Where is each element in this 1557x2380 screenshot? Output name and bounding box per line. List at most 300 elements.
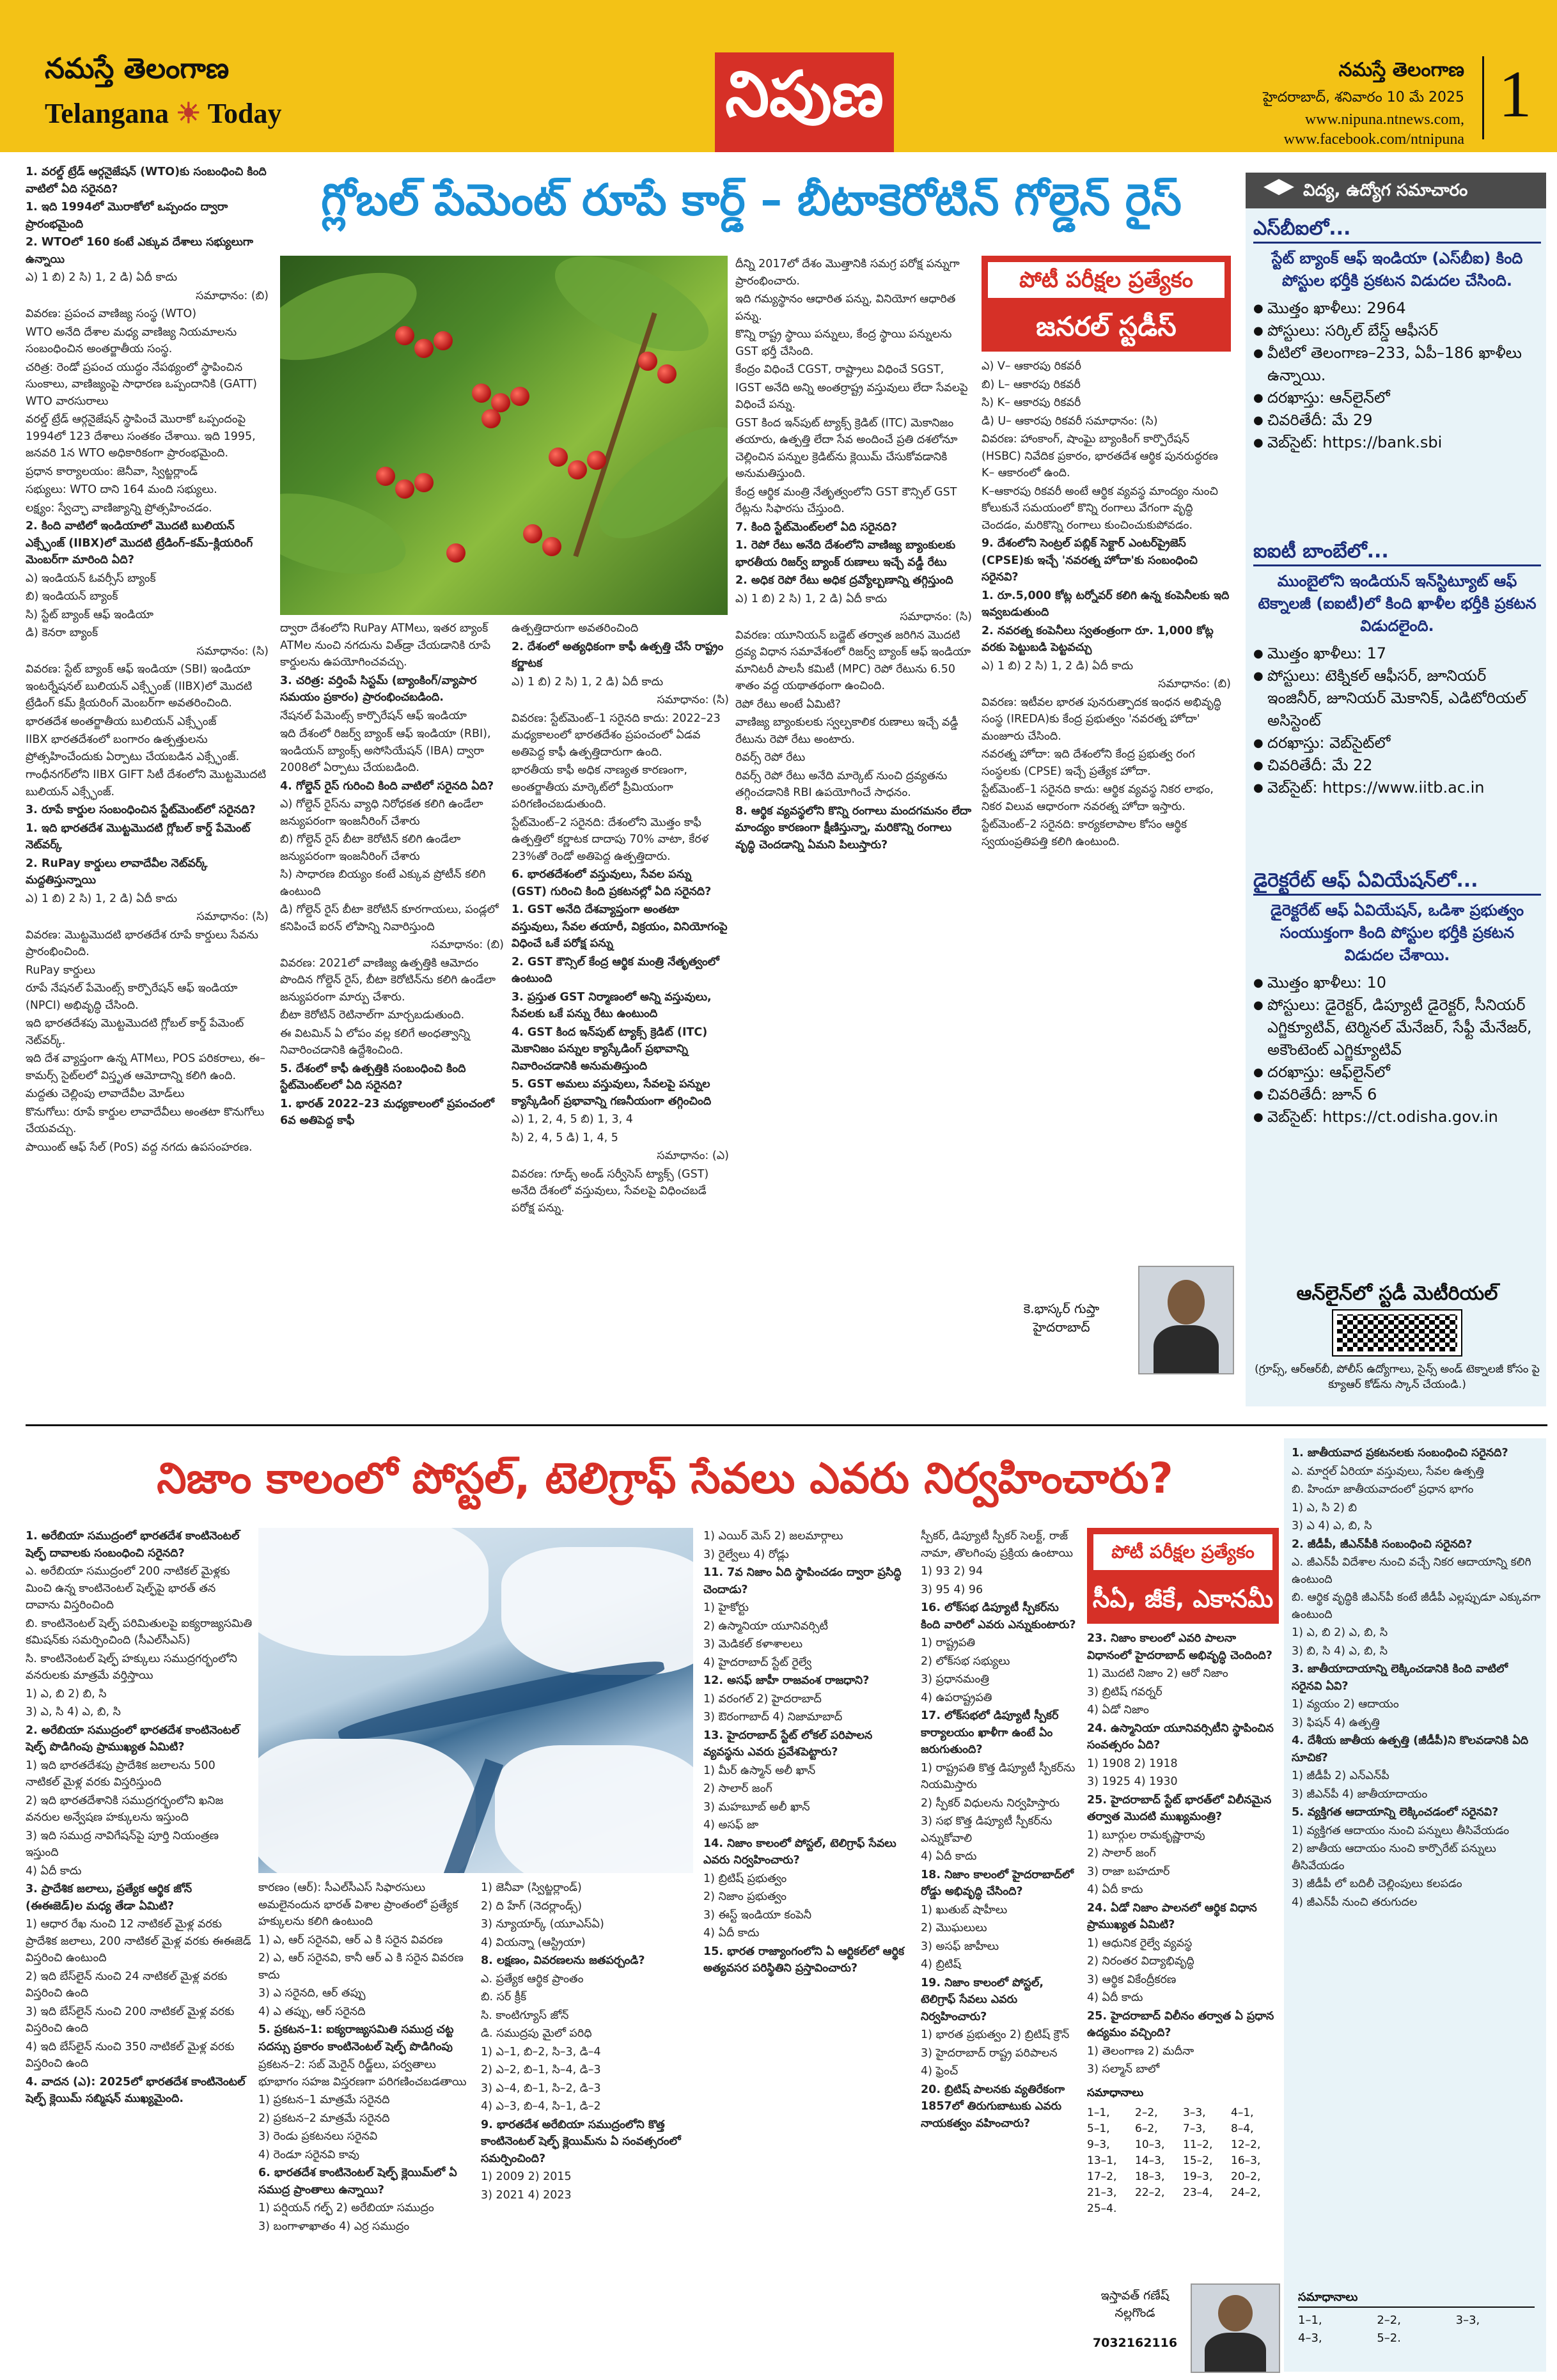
section2-column-1	[26, 1528, 253, 2372]
job-website-link[interactable]: ● వెబ్‌సైట్: https://www.iitb.ac.in	[1253, 777, 1541, 799]
answer-cell: 21–3,	[1087, 2186, 1117, 2199]
answer-cell: 10–3,	[1135, 2138, 1165, 2151]
website-link[interactable]: www.nipuna.ntnews.com,	[1304, 111, 1464, 128]
answer-cell: 1–1,	[1087, 2106, 1110, 2119]
text-line: 2) ఎ–2, బి–1, సి–4, డి–3	[481, 2064, 601, 2076]
text-line: 3) ఎ–4, బి–1, సి–2, డి–3	[481, 2081, 601, 2095]
answer-cell: 25–4.	[1087, 2202, 1117, 2215]
answer-cell: 12–2,	[1231, 2138, 1261, 2151]
graduation-cap-icon	[1264, 179, 1294, 202]
text-line: 4) ఏడో నిజాం	[1087, 1704, 1149, 1716]
text-line: 3) 95 4) 96	[921, 1583, 983, 1596]
text-line: వివరణ: స్టేట్‌మెంట్–1 సరైనది కాదు: 2022–23 మధ్యకాలంలో భారతదేశం ప్రపంచంలో ఏడవ అతిపెద్ద కాఫీ ఉత్పత్తిదారుగా ఉంది.	[512, 712, 721, 759]
brand-telugu: నమస్తే తెలంగాణ	[45, 52, 230, 85]
text-line: 19. నిజాం కాలంలో పోస్టల్, టెలిగ్రాఫ్ సేవలు ఎవరు నిర్వహించారు?	[921, 1976, 1044, 2023]
job-detail: ● చివరితేదీ: మే 29	[1253, 409, 1541, 432]
text-line: 1) ఎ–1, బి–2, సి–3, డి–4	[481, 2045, 601, 2058]
text-line: 1. భారత్ 2022–23 మధ్యకాలంలో ప్రపంచంలో 6వ అతిపెద్ద కాఫీ	[280, 1097, 494, 1127]
job-heading: ఎస్‌బీఐలో...	[1253, 217, 1541, 244]
text-line: 5. వ్యక్తిగత ఆదాయాన్ని లెక్కించడంలో సరైనవి?	[1292, 1806, 1499, 1819]
text-line: కొనుగోలు: రూపే కార్డుల లావాదేవీలు అంతటా కొనుగోలు చేయవచ్చు.	[26, 1105, 265, 1135]
text-line: 2) ఎ, ఆర్ సరైనవి, కానీ ఆర్ ఎ కి సరైన వివరణ కాదు	[258, 1952, 464, 1982]
sidebar-answers-heading: సమాధానాలు	[1298, 2289, 1535, 2308]
text-line: 3) జీడీపీ లో బదిలీ చెల్లింపులు కలపడం	[1292, 1878, 1462, 1890]
text-line: 3) 1925 4) 1930	[1087, 1775, 1178, 1788]
text-line: 5. ప్రకటన–1: ఐక్యరాజ్యసమితి సముద్ర చట్ట సదస్సు ప్రకారం కాంటినెంటల్ షెల్ఫ్ పొడిగింపు	[258, 2023, 454, 2053]
text-line: 1) 1908 2) 1918	[1087, 1757, 1178, 1770]
text-line: 1) జెనీవా (స్విట్జర్లాండ్)	[481, 1881, 582, 1894]
author-name: ఇస్తావత్ గణేష్	[1100, 2289, 1170, 2303]
text-line: 16. లోక్‌సభ డిప్యూటీ స్పీకర్‌ను కింది వారిలో ఎవరు ఎన్నుకుంటారు?	[921, 1601, 1076, 1631]
text-line: 4) ఏదీ కాదు	[26, 1864, 82, 1878]
text-line: 4) హైదరాబాద్ స్టేట్ రైల్వే	[703, 1656, 812, 1669]
text-line: 3. ప్రస్తుత GST నిర్మాణంలో అన్ని వస్తువులు, సేవలకు ఒకే పన్ను రేటు ఉంటుంది	[512, 990, 712, 1020]
text-line: బి) L– ఆకారపు రికవరీ	[982, 378, 1081, 391]
text-line: సి) సాధారణ బియ్యం కంటే ఎక్కువ ప్రోటీన్ కలిగి ఉంటుంది	[280, 868, 486, 898]
job-intro: డైరెక్టరేట్ ఆఫ్ ఏవియేషన్, ఒడిశా ప్రభుత్వం సంయుక్తంగా కింది పోస్టుల భర్తీకి ప్రకటన విడుదల చేశాయి.	[1270, 901, 1524, 964]
job-detail: ● దరఖాస్తు: వెబ్‌సైట్‌లో	[1253, 732, 1541, 754]
answer-cell: 20–2,	[1231, 2170, 1261, 2183]
text-line: 3. జాతీయాదాయాన్ని లెక్కించడానికి కింది వాటిలో సరైనవి ఏవి?	[1292, 1663, 1508, 1693]
text-line: 1. ఇది భారతదేశ మొట్టమొదటి గ్లోబల్ కార్డ్ పేమెంట్ నెట్‌వర్క్	[26, 821, 251, 852]
section2-headline: నిజాం కాలంలో పోస్టల్, టెలిగ్రాఫ్ సేవలు ఎవరు నిర్వహించారు?	[157, 1454, 1173, 1503]
author-place: నల్లగొండ	[1115, 2306, 1155, 2320]
text-line: సి. కాంటినెంటల్ షెల్ఫ్ హక్కులు సముద్రగర్భంలోని వనరులకు మాత్రమే వర్తిస్తాయి	[26, 1652, 237, 1682]
text-line: 4) ఏదీ కాదు	[703, 1927, 760, 1940]
text-line: 4) ఏదీ కాదు	[1087, 1883, 1143, 1896]
job-website-link[interactable]: ● వెబ్‌సైట్: https://ct.odisha.gov.in	[1253, 1106, 1541, 1128]
text-line: 3) రాజా బహదూర్	[1087, 1865, 1170, 1878]
text-line: 4) అసఫ్ జా	[703, 1819, 759, 1832]
text-line: IIBX భారతదేశంలో బంగారం ఉత్పత్తులను ప్రోత్సహించేందుకు ఏర్పాటు చేయబడిన ఎక్స్ఛేంజ్.	[26, 733, 240, 763]
answers-grid	[1087, 2105, 1279, 2217]
answer-cell: 2–2,	[1135, 2106, 1158, 2119]
text-line: భారతదేశ అంతర్జాతీయ బులియన్ ఎక్స్ఛేంజ్	[26, 715, 217, 728]
masthead	[0, 0, 1557, 152]
text-line: 1) బూర్గుల రామకృష్ణారావు	[1087, 1828, 1205, 1842]
job-detail: ● చివరితేదీ: మే 22	[1253, 754, 1541, 777]
text-line: 2. దేశంలో అత్యధికంగా కాఫీ ఉత్పత్తి చేసే రాష్ట్రం కర్ణాటక	[512, 640, 724, 670]
job-heading: ఐఐటీ బాంబేలో...	[1253, 540, 1541, 566]
section1-author	[998, 1301, 1125, 1338]
text-line: 1) ఇది భారతదేశపు ప్రాదేశిక జలాలను 500 నాటికల్ మైళ్ల వరకు విస్తరిస్తుంది	[26, 1759, 215, 1789]
text-line: 2) ఇది భారతదేశానికి సముద్రగర్భంలోని ఖనిజ వనరుల అన్వేషణ హక్కులను ఇస్తుంది	[26, 1794, 224, 1824]
text-line: కేంద్రం విధించే CGST, రాష్ట్రాలు విధించే SGST,	[735, 363, 944, 376]
text-line: 3) మెడికల్ కళాశాలలు	[703, 1638, 802, 1651]
text-line: ఎ) ఇండియన్ ఓవర్సీస్ బ్యాంక్	[26, 572, 156, 585]
text-line: డి) గోల్డెన్ రైస్ బీటా కెరోటిన్ కూరగాయలు, పండ్లలో కనిపించే ఐరన్ లోపాన్ని నివారిస్తుంది	[280, 903, 499, 933]
answer-cell: 5–1,	[1087, 2122, 1110, 2135]
text-line: సమాధానం: (సి)	[196, 910, 269, 923]
text-line: బి. ఆర్థిక వృద్ధికి జీఎన్‌పీ కంటే జీడీపీ ఎల్లప్పుడూ ఎక్కువగా ఉంటుంది	[1292, 1591, 1541, 1621]
text-line: 1) మీర్ ఉస్మాన్ అలీ ఖాన్	[703, 1764, 816, 1777]
job-intro: స్టేట్ బ్యాంక్ ఆఫ్ ఇండియా (ఎస్‌బీఐ) కింది పోస్టుల భర్తీకి ప్రకటన విడుదల చేసింది.	[1271, 249, 1523, 290]
job-detail: ● పోస్టులు: డైరెక్టర్, డిప్యూటీ డైరెక్టర్, సీనియర్ ఎగ్జిక్యూటివ్, టెర్మినల్ మేనేజర్, సేఫ్టీ మేనేజర్, అకౌంటెంట్ ఎగ్జిక్యూటివ్	[1253, 994, 1541, 1061]
answer-cell: 6–2,	[1135, 2122, 1158, 2135]
issue-date: హైదరాబాద్, శనివారం 10 మే 2025	[1262, 89, 1464, 105]
answer-cell: 24–2,	[1231, 2186, 1261, 2199]
answer-cell: 23–4,	[1183, 2186, 1213, 2199]
study-material-heading: ఆన్‌లైన్‌లో స్టడీ మెటీరియల్	[1296, 1282, 1498, 1305]
text-line: 3) ఫిషన్ 4) ఉత్పత్తి	[1292, 1716, 1380, 1729]
text-line: బి. హిందూ జాతీయవాదంలో ప్రధాన భాగం	[1292, 1483, 1474, 1496]
text-line: 4) ఏదీ కాదు	[921, 1850, 977, 1863]
job-detail: ● మొత్తం ఖాళీలు: 10	[1253, 972, 1541, 994]
text-line: సమాధానం: (సి)	[196, 644, 269, 658]
text-line: IGST అనేది అన్ని అంతర్రాష్ట్ర వస్తువులు లేదా సేవలపై విధించే పన్ను.	[735, 381, 968, 411]
section1-category-box	[982, 256, 1231, 352]
job-detail: ● మొత్తం ఖాళీలు: 17	[1253, 642, 1541, 665]
text-line: 2) నిజాం ప్రభుత్వం	[703, 1890, 787, 1903]
text-line: బి. సర్ క్రీక్	[481, 1991, 527, 2003]
text-line: 2. GST కౌన్సిల్ కేంద్ర ఆర్థిక మంత్రి నేతృత్వంలో ఉంటుంది	[512, 955, 719, 985]
job-detail: ● దరఖాస్తు: ఆఫ్‌లైన్‌లో	[1253, 1061, 1541, 1084]
text-line: 1) 93 2) 94	[921, 1565, 983, 1578]
section1-category-bottom: జనరల్ స్టడీస్	[1036, 311, 1177, 342]
answer-cell: 5–2.	[1377, 2331, 1401, 2345]
job-block-iit	[1253, 540, 1541, 799]
text-line: డి) U– ఆకారపు రికవరీ సమాధానం: (సి)	[982, 414, 1158, 428]
text-line: 1) హైకోర్టు	[703, 1601, 749, 1614]
section1-column-3	[512, 620, 729, 1413]
section2-column-6	[1087, 1630, 1279, 2078]
text-line: 2) స్పీకర్ విధులను నిర్వహిస్తారు	[921, 1796, 1060, 1810]
text-line: 3) ఔరంగాబాద్ 4) నిజామాబాద్	[703, 1711, 843, 1723]
text-line: 4) బ్రిటిష్	[921, 1958, 962, 1971]
text-line: 3) అసఫ్ జాహీలు	[921, 1940, 999, 1953]
text-line: 4. GST కింద ఇన్‌పుట్ ట్యాక్స్ క్రెడిట్ (ITC) మెకానిజం పన్నుల క్యాస్కేడింగ్ ప్రభావాన్ని నివారించడానికి అనుమతిస్తుంది	[512, 1025, 708, 1073]
economy-sidebar-questions	[1292, 1445, 1541, 2276]
brand-english-1: Telangana	[45, 98, 169, 129]
job-detail: ● పోస్టులు: టెక్నికల్ ఆఫీసర్, జూనియర్ ఇంజినీర్, జూనియర్ మెకానిక్, ఎడిటోరియల్ అసిస్టెంట్	[1253, 665, 1541, 732]
text-line: బి. కాంటినెంటల్ షెల్ఫ్ పరిమితులపై ఐక్యరాజ్యసమితి కమిషన్‌కు సమర్పించింది (సీఎల్‌సీఎస్)	[26, 1617, 253, 1647]
text-line: సి. కాంటిగ్యూస్ జోన్	[481, 2009, 569, 2022]
text-line: 1. వరల్డ్ ట్రేడ్ ఆర్గనైజేషన్ (WTO)కు సంబంధించి కింది వాటిలో ఏది సరైనది?	[26, 166, 267, 196]
text-line: 2. WTOలో 160 కంటే ఎక్కువ దేశాలు సభ్యులుగా ఉన్నాయి	[26, 236, 253, 266]
text-line: 1) ఆధునిక రైల్వే వ్యవస్థ	[1087, 1936, 1193, 1950]
section2-category-top: పోటీ పరీక్షల ప్రత్యేకం	[1093, 1534, 1272, 1570]
text-line: 1) ఎ, ఆర్ సరైనవి, ఆర్ ఎ కి సరైన వివరణ	[258, 1933, 443, 1947]
answers-table	[1087, 2085, 1279, 2217]
answer-cell: 13–1,	[1087, 2154, 1117, 2167]
text-line: 4) ఎ–3, బి–4, సి–1, డి–2	[481, 2100, 601, 2113]
job-block-sbi	[1253, 217, 1541, 454]
text-line: 2) మొఘలులు	[921, 1922, 987, 1934]
text-line: 20. బ్రిటిష్ పాలనకు వ్యతిరేకంగా 1857లో తిరుగుబాటుకు ఎవరు నాయకత్వం వహించారు?	[921, 2083, 1065, 2130]
text-line: 1) 2009 2) 2015	[481, 2170, 572, 2183]
text-line: 12. అసఫ్ జాహీ రాజవంశ రాజధాని?	[703, 1674, 870, 1687]
text-line: 1) ఎయిర్ మెస్ 2) జలమార్గాలు	[703, 1530, 843, 1543]
text-line: 1) ఆధార రేఖ నుంచి 12 నాటికల్ మైళ్ల వరకు ప్రాదేశిక జలాలు, 200 నాటికల్ మైళ్ల వరకు ఈఈజెడ్ విస్తరించి ఉంటుంది	[26, 1918, 251, 1964]
answer-cell: 7–3,	[1183, 2122, 1206, 2135]
text-line: 23. నిజాం కాలంలో ఎవరి పాలనా విధానంలో హైదరాబాద్ అభివృద్ధి చెందింది?	[1087, 1632, 1272, 1662]
text-line: 3) ప్రధానమంత్రి	[921, 1673, 989, 1686]
text-line: రివర్స్ రెపో రేటు	[735, 751, 806, 764]
text-line: సమాధానం: (సి)	[657, 694, 729, 706]
section1-column-4	[735, 256, 972, 1413]
text-line: 4) ఫ్రెంచ్	[921, 2065, 958, 2078]
text-line: ప్రకటన–2: సబ్ మెరైన్ రిడ్జ్‌లు, పర్వతాలు భూభాగం సహజ విస్తరణగా పరిగణించబడతాయి	[258, 2058, 467, 2088]
text-line: వివరణ: హాంకాంగ్, షాంఘై బ్యాంకింగ్ కార్పొరేషన్ (HSBC) నివేదిక ప్రకారం, భారతదేశ ఆర్థిక పునరుద్ధరణ K– ఆకారంలో ఉంది.	[982, 433, 1218, 479]
text-line: 1) ఎ, బి 2) ఎ, బి, సి	[1292, 1626, 1388, 1639]
text-line: 1) ప్రకటన–1 మాత్రమే సరైనది	[258, 2094, 390, 2106]
text-line: ఎ) 1 బి) 2 సి) 1, 2 డి) ఏదీ కాదు	[26, 271, 178, 284]
text-line: 24. ఉస్మానియా యూనివర్సిటీని స్థాపించిన సంవత్సరం ఏది?	[1087, 1722, 1274, 1752]
section2-column-2	[258, 1879, 476, 2372]
masthead-right	[1234, 59, 1464, 148]
section2-column-5	[921, 1528, 1081, 2372]
text-line: వివరణ: ప్రపంచ వాణిజ్య సంస్థ (WTO)	[26, 307, 197, 320]
section2-author	[1087, 2289, 1183, 2350]
text-line: 3. రూపే కార్డుల సంబంధించిన స్టేట్‌మెంట్‌లో సరైనది?	[26, 804, 256, 816]
text-line: 1) బ్రిటిష్ ప్రభుత్వం	[703, 1872, 787, 1885]
text-line: 4) జీఎన్‌పీ నుంచి తరుగుదల	[1292, 1895, 1418, 1909]
job-detail: ● పోస్టులు: సర్కిల్ బేస్డ్ ఆఫీసర్	[1253, 320, 1541, 342]
text-line: బీటా కెరోటిన్ రెటినాల్‌గా మార్చబడుతుంది.	[280, 1009, 465, 1022]
job-detail: ● వీటిలో తెలంగాణ–233, ఏపీ–186 ఖాళీలు ఉన్నాయి.	[1253, 342, 1541, 387]
text-line: రూపే నేషనల్ పేమెంట్స్ కార్పొరేషన్ ఆఫ్ ఇండియా (NPCI) అభివృద్ధి చేసింది.	[26, 982, 238, 1012]
text-line: 1) మొదటి నిజాం 2) ఆరో నిజాం	[1087, 1667, 1228, 1680]
text-line: ఎ) గోల్డెన్ రైస్‌ను వ్యాధి నిరోధకత కలిగి ఉండేలా జన్యుపరంగా ఇంజనీరింగ్ చేశారు	[280, 798, 483, 828]
text-line: ఎ. మార్షల్ ఏరియా వస్తువులు, సేవల ఉత్పత్తి	[1292, 1465, 1485, 1478]
text-line: 4) రెండూ సరైనవి కావు	[258, 2148, 360, 2161]
text-line: ఇది దేశ వ్యాప్తంగా ఉన్న ATMలు, POS పరికరాలు, ఈ–కామర్స్ సైట్‌లలో విస్తృత ఆమోదాన్ని కలిగి ఉంది.	[26, 1052, 265, 1082]
text-line: పాయింట్ ఆఫ్ సేల్ (PoS) వద్ద నగదు ఉపసంహరణ.	[26, 1140, 253, 1154]
text-line: 1) వ్యయం 2) ఆదాయం	[1292, 1698, 1399, 1711]
text-line: 24. ఏడో నిజాం పాలనలో ఆర్థిక విధాన ప్రాముఖ్యత ఏమిటి?	[1087, 1901, 1257, 1931]
text-line: 17. లోక్‌సభలో డిప్యూటీ స్పీకర్ కార్యాలయం ఖాళీగా ఉంటే ఏం జరుగుతుంది?	[921, 1709, 1059, 1756]
text-line: 1) ఎ, సి 2) బి	[1292, 1501, 1357, 1514]
text-line: 3) సభ కొత్త డిప్యూటీ స్పీకర్‌ను ఎన్నుకోవాలి	[921, 1815, 1052, 1845]
text-line: 3) న్యూయార్క్ (యూఎస్ఏ)	[481, 1918, 604, 1931]
text-line: నవరత్న హోదా: ఇది దేశంలోని కేంద్ర ప్రభుత్వ రంగ సంస్థలకు (CPSE) ఇచ్చే ప్రత్యేక హోదా.	[982, 748, 1195, 778]
text-line: 4) ఉపరాష్ట్రపతి	[921, 1691, 992, 1704]
section1-column-5	[982, 358, 1231, 1253]
text-line: 2) సాలార్ జంగ్	[703, 1782, 772, 1795]
text-line: 25. హైదరాబాద్ విలీనం తర్వాత ఏ ప్రధాన ఉద్యమం వచ్చింది?	[1087, 2009, 1274, 2039]
text-line: 3) మహబూబ్ అలీ ఖాన్	[703, 1800, 810, 1814]
text-line: దీన్ని 2017లో దేశం మొత్తానికి సమగ్ర పరోక్ష పన్నుగా ప్రారంభించారు.	[735, 258, 960, 288]
text-line: వివరణ: 2021లో వాణిజ్య ఉత్పత్తికి ఆమోదం పొందిన గోల్డెన్ రైస్, బీటా కెరోటిన్‌ను కలిగి ఉండేలా జన్యుపరంగా మార్పు చేశారు.	[280, 956, 496, 1004]
text-line: 3) ఇది బేస్‌లైన్ నుంచి 200 నాటికల్ మైళ్ల వరకు విస్తరించి ఉంది	[26, 2005, 235, 2035]
author-place: హైదరాబాద్	[1033, 1319, 1090, 1335]
text-line: 2) నిరంతర విద్యాభివృద్ధి	[1087, 1955, 1194, 1968]
text-line: 2. కింది వాటిలో ఇండియాలో మొదటి బులియన్ ఎక్స్ఛేంజ్ (IIBX)లో మొదటి ట్రేడింగ్–కమ్–క్లియరింగ్ మెంబర్‌గా మారింది ఏది?	[26, 520, 253, 566]
text-line: ఎ) 1, 2, 4, 5 బి) 1, 3, 4	[512, 1113, 633, 1126]
text-line: 3) బంగాళాఖాతం 4) ఎర్ర సముద్రం	[258, 2220, 410, 2233]
section1-headline: గ్లోబల్ పేమెంట్ రూపే కార్డ్ – బీటాకెరోటిన్ గోల్డెన్ రైస్	[321, 175, 1182, 226]
text-line: 3) 2021 4) 2023	[481, 2188, 572, 2202]
nipuna-logo-text: నిపుణ	[725, 58, 884, 131]
sun-logo-icon: ☀	[176, 98, 201, 129]
nipuna-logo	[715, 52, 894, 152]
text-line: సమాధానం: (బి)	[1158, 678, 1231, 690]
answer-cell: 3–3,	[1183, 2106, 1206, 2119]
text-line: 4) ఎ తప్పు, ఆర్ సరైనది	[258, 2005, 366, 2018]
text-line: డి) కెనరా బ్యాంక్	[26, 626, 98, 639]
text-line: సి) స్టేట్ బ్యాంక్ ఆఫ్ ఇండియా	[26, 608, 153, 621]
text-line: 11. 7వ నిజాం ఏది స్థాపించడం ద్వారా ప్రసిద్ధి చెందాడు?	[703, 1566, 902, 1596]
text-line: ఎ) V– ఆకారపు రికవరీ	[982, 360, 1081, 373]
text-line: 14. నిజాం కాలంలో పోస్టల్, టెలిగ్రాఫ్ సేవలు ఎవరు నిర్వహించారు?	[703, 1837, 896, 1867]
text-line: 2) ప్రకటన–2 మాత్రమే సరైనది	[258, 2112, 390, 2125]
text-line: 1. GST అనేది దేశవ్యాప్తంగా అంతటా వస్తువులు, సేవల తయారీ, విక్రయం, వినియోగంపై విధించే ఒకే పరోక్ష పన్ను	[512, 903, 728, 950]
answer-cell: 9–3,	[1087, 2138, 1110, 2151]
text-line: 1. జాతీయవాద ప్రకటనలకు సంబంధించి సరైనది?	[1292, 1447, 1508, 1459]
sidebar-header	[1246, 173, 1546, 208]
text-line: 5. దేశంలో కాఫీ ఉత్పత్తికి సంబంధించి కింది స్టేట్‌మెంట్‌లలో ఏది సరైనది?	[280, 1062, 466, 1092]
text-line: ఇది భారతదేశపు మొట్టమొదటి గ్లోబల్ కార్డ్ పేమెంట్ నెట్‌వర్క్.	[26, 1017, 244, 1047]
facebook-link[interactable]: www.facebook.com/ntnipuna	[1283, 131, 1464, 148]
text-line: లక్ష్యం: స్వేచ్ఛా వాణిజ్యాన్ని ప్రోత్సహించడం.	[26, 501, 212, 515]
text-line: ఎ) 1 బి) 2 సి) 1, 2 డి) ఏదీ కాదు	[512, 675, 664, 688]
text-line: 15. భారత రాజ్యాంగంలోని ఏ ఆర్టికల్‌లో ఆర్థిక అత్యవసర పరిస్థితిని ప్రస్తావించారు?	[703, 1945, 905, 1975]
brand-english	[45, 97, 313, 130]
text-line: 2) ది హేగ్ (నెదర్లాండ్స్)	[481, 1899, 583, 1913]
sidebar-header-text: విద్య, ఉద్యోగ సమాచారం	[1303, 181, 1468, 200]
text-line: 1) పర్షియన్ గల్ఫ్ 2) అరేబియా సముద్రం	[258, 2202, 434, 2214]
job-heading: డైరెక్టరేట్ ఆఫ్ ఏవియేషన్‌లో...	[1253, 869, 1541, 896]
text-line: బి) ఇండియన్ బ్యాంక్	[26, 590, 118, 603]
text-line: గాంధీనగర్‌లోని IIBX GIFT సిటీ దేశంలోని మొట్టమొదటి బులియన్ ఎక్స్ఛేంజ్.	[26, 768, 267, 798]
text-line: 3) ఈస్ట్ ఇండియా కంపెనీ	[703, 1908, 812, 1922]
text-line: 9. భారతదేశ అరేబియా సముద్రంలోని కొత్త కాంటినెంటల్ షెల్ఫ్ క్లెయిమ్‌ను ఏ సంవత్సరంలో సమర్పించింది?	[481, 2118, 681, 2165]
text-line: భారతీయ కాఫీ అధిక నాణ్యత కారణంగా, అంతర్జాతీయ మార్కెట్‌లో ప్రీమియంగా పరిగణించబడుతుంది.	[512, 764, 687, 811]
text-line: 2. జీడీపీ, జీఎన్‌పీకి సంబంధించి సరైనది?	[1292, 1537, 1473, 1551]
text-line: సమాధానం: (బి)	[196, 289, 269, 302]
text-line: ఎ. జీఎన్‌పీ విదేశాల నుంచి వచ్చే నికర ఆదాయాన్ని కలిగి ఉంటుంది	[1292, 1556, 1531, 1586]
text-line: బి) గోల్డెన్ రైస్ బీటా కెరోటిన్ కలిగి ఉండేలా జన్యుపరంగా ఇంజనీరింగ్ చేశారు	[280, 833, 461, 863]
text-line: GST కింద ఇన్‌పుట్ ట్యాక్స్ క్రెడిట్ (ITC) మెకానిజం తయారు, ఉత్పత్తి లేదా సేవ అందించే ప్రతి దశలోనూ చెల్లించిన పన్నుల క్రెడిట్‌ను క్లెయిమ్ చేసుకోవడానికి అనుమతిస్తుంది.	[735, 416, 958, 480]
paper-name: నమస్తే తెలంగాణ	[1338, 59, 1464, 81]
text-line: వివరణ: గూడ్స్ అండ్ సర్వీసెస్ ట్యాక్స్ (GST) అనేది దేశంలో వస్తువులు, సేవలపై విధించబడే పరోక్ష పన్ను.	[512, 1167, 709, 1215]
text-line: సభ్యులు: WTO దాని 164 మంది సభ్యులు.	[26, 483, 217, 496]
text-line: 2. అధిక రెపో రేటు అధిక ద్రవ్యోల్బణాన్ని తగ్గిస్తుంది	[735, 574, 953, 587]
text-line: డి. సముద్రపు మైలో పరిధి	[481, 2027, 592, 2040]
brand-english-2: Today	[207, 98, 282, 129]
text-line: 3) ఎ, సి 4) ఎ, బి, సి	[26, 1706, 121, 1718]
text-line: 4) ఏదీ కాదు	[1087, 1991, 1143, 2004]
text-line: WTO అనేది దేశాల మధ్య వాణిజ్య నియమాలను సంబంధించిన అంతర్జాతీయ సంస్థ.	[26, 325, 237, 355]
text-line: కొన్ని రాష్ట్ర స్థాయి పన్నులు, కేంద్ర స్థాయి పన్నులను GST భర్తీ చేసింది.	[735, 328, 952, 358]
text-line: ఉత్పత్తిదారుగా అవతరించింది	[512, 622, 639, 635]
section2-category-box	[1087, 1528, 1279, 1624]
text-line: 2) ఇది బేస్‌లైన్ నుంచి 24 నాటికల్ మైళ్ల వరకు విస్తరించి ఉంది	[26, 1970, 228, 2000]
text-line: రివర్స్ రెపో రేటు అనేది మార్కెట్ నుంచి ద్రవ్యతను తగ్గించడానికి RBI ఉపయోగించే సాధనం.	[735, 769, 948, 799]
text-line: 3. ప్రాదేశిక జలాలు, ప్రత్యేక ఆర్థిక జోన్ (ఈఈజెడ్)ల మధ్య తేడా ఏమిటి?	[26, 1883, 192, 1913]
text-line: 1. అరేబియా సముద్రంలో భారతదేశ కాంటినెంటల్ షెల్ఫ్ దావాలకు సంబంధించి సరైనది?	[26, 1530, 240, 1560]
text-line: సమాధానం: (ఎ)	[657, 1149, 729, 1162]
text-line: 1. రెపో రేటు అనేది దేశంలోని వాణిజ్య బ్యాంకులకు భారతీయ రిజర్వ్ బ్యాంక్ రుణాలు ఇచ్చే వడ్డీ రేటు	[735, 539, 956, 569]
text-line: 4. దేశీయ జాతీయ ఉత్పత్తి (జీడీపీ)ని కొలవడానికి ఏది సూచిక?	[1292, 1734, 1529, 1764]
sea-ice-photo	[258, 1528, 693, 1873]
answer-cell: 16–3,	[1231, 2154, 1261, 2167]
text-line: స్టేట్‌మెంట్–2 సరైనది: దేశంలోని మొత్తం కాఫీ ఉత్పత్తిలో కర్ణాటక దాదాపు 70% వాటా, కేరళ 23%తో రెండో అతిపెద్ద ఉత్పత్తిదారు.	[512, 816, 709, 863]
text-line: నేషనల్ పేమెంట్స్ కార్పొరేషన్ ఆఫ్ ఇండియా	[280, 709, 467, 722]
text-line: 18. నిజాం కాలంలో హైదరాబాద్‌లో రోడ్డు అభివృద్ధి చేసింది?	[921, 1868, 1074, 1898]
text-line: 4) ఇది బేస్‌లైన్ నుంచి 350 నాటికల్ మైళ్ల వరకు విస్తరించి ఉంది	[26, 2040, 235, 2070]
text-line: సి) K– ఆకారపు రికవరీ	[982, 396, 1081, 409]
answer-cell: 1–1,	[1298, 2314, 1322, 2327]
text-line: కేంద్ర ఆర్థిక మంత్రి నేతృత్వంలోని GST కౌన్సిల్ GST రేట్లను సిఫారసు చేస్తుంది.	[735, 485, 957, 515]
answer-cell: 3–3,	[1455, 2314, 1480, 2327]
text-line: RuPay కార్డులు	[26, 963, 95, 977]
author-phone: 7032162116	[1092, 2336, 1178, 2350]
qr-code-icon[interactable]	[1333, 1311, 1461, 1355]
text-line: వాణిజ్య బ్యాంకులకు స్వల్పకాలిక రుణాలు ఇచ్చే వడ్డీ రేటును రెపో రేటు అంటారు.	[735, 716, 958, 746]
text-line: 1) ఖుతుబ్ షాహీలు	[921, 1903, 1008, 1917]
text-line: 9. దేశంలోని సెంట్రల్ పబ్లిక్ సెక్టార్ ఎంటర్‌ప్రైజెస్ (CPSE)కు ఇచ్చే 'నవరత్న హోదా'కు సంబంధించి సరైనవి?	[982, 537, 1198, 584]
section1-column-1	[26, 164, 269, 1417]
text-line: 8. లక్షణం, వివరణలను జతపర్చండి?	[481, 1954, 645, 1967]
answer-cell: 14–3,	[1135, 2154, 1165, 2167]
brand-left	[45, 52, 313, 148]
text-line: 6. భారతదేశ కాంటినెంటల్ షెల్ఫ్ క్లెయిమ్‌లో ఏ సముద్ర ప్రాంతాలు ఉన్నాయి?	[258, 2166, 457, 2197]
page-number: 1	[1482, 56, 1546, 139]
text-line: 2) సాలార్ జంగ్	[1087, 1847, 1156, 1860]
text-line: సి) 2, 4, 5 డి) 1, 4, 5	[512, 1131, 618, 1144]
text-line: 1) ఎ, బి 2) బి, సి	[26, 1687, 107, 1700]
sidebar-answers	[1298, 2289, 1535, 2347]
text-line: సమాధానం: (సి)	[900, 611, 972, 623]
text-line: 13. హైదరాబాద్ స్టేట్ లోకల్ పరిపాలన వ్యవస్థను ఎవరు ప్రవేశపెట్టారు?	[703, 1729, 873, 1759]
text-line: 3) జీఎన్‌పీ 4) జాతీయాదాయం	[1292, 1787, 1428, 1801]
text-line: స్టేట్‌మెంట్–2 సరైనది: కార్యకలాపాల కోసం ఆర్థిక స్వయంప్రతిపత్తి కలిగి ఉంటుంది.	[982, 818, 1187, 848]
text-line: 3) ఆర్థిక వికేంద్రీకరణ	[1087, 1973, 1177, 1986]
section1-column-2	[280, 620, 504, 1413]
text-line: 5. GST అమలు వస్తువులు, సేవలపై పన్నుల క్యాస్కేడింగ్ ప్రభావాన్ని గణనీయంగా తగ్గించింది	[512, 1078, 712, 1108]
sidebar-answers-grid	[1298, 2312, 1535, 2347]
text-line: 4. గోల్డెన్ రైస్ గురించి కింది వాటిలో సరైనది ఏది?	[280, 779, 494, 793]
coffee-berries-photo	[280, 256, 728, 615]
text-line: 1. రూ.5,000 కోట్ల టర్నోవర్ కలిగి ఉన్న కంపెనీలకు ఇది ఇవ్వబడుతుంది	[982, 589, 1230, 619]
text-line: K–ఆకారపు రికవరీ అంటే ఆర్థిక వ్యవస్థ మాంద్యం నుంచి కోలుకునే సమయంలో కొన్ని రంగాలు వేగంగా వృద్ధి చెందడం, మరికొన్ని రంగాలు కుంచించుకుపోవడం.	[982, 485, 1218, 532]
text-line: 3) ఇది సముద్ర నావిగేషన్‌పై పూర్తి నియంత్రణ ఇస్తుంది	[26, 1829, 219, 1859]
section2-column-4	[703, 1528, 914, 2372]
job-website-link[interactable]: ● వెబ్‌సైట్: https://bank.sbi	[1253, 432, 1541, 454]
text-line: సమాధానం: (బి)	[431, 938, 504, 951]
text-line: 1) జీడీపీ 2) ఎన్‌ఎన్‌పీ	[1292, 1769, 1389, 1782]
section2-column-3	[481, 1879, 695, 2372]
text-line: 1) రాష్ట్రపతి	[921, 1637, 976, 1649]
section-divider	[26, 1424, 1547, 1426]
text-line: ఎ. అరేబియా సముద్రంలో 200 నాటికల్ మైళ్లకు మించి ఉన్న కాంటినెంటల్ షెల్ఫ్‌పై భారత్ తన దావాను విస్తరించింది	[26, 1565, 230, 1612]
text-line: 3) ఎ సరైనది, ఆర్ తప్పు	[258, 1987, 366, 2000]
text-line: వివరణ: స్టేట్ బ్యాంక్ ఆఫ్ ఇండియా (SBI) ఇండియా ఇంటర్నేషనల్ బులియన్ ఎక్స్ఛేంజ్ (IIBX)లో మొదటి ట్రేడింగ్ కమ్ క్లియరింగ్ మెంబర్‌గా అవతరించింది.	[26, 663, 253, 710]
text-line: ద్వారా దేశంలోని RuPay ATMలు, ఇతర బ్యాంక్ ATMల నుంచి నగదును విత్‌డ్రా చేయడానికి రూపే కార్డులను ఉపయోగించవచ్చు.	[280, 622, 491, 669]
text-line: ఎ) 1 బి) 2 సి) 1, 2 డి) ఏదీ కాదు	[982, 659, 1134, 673]
text-line: 3) ఎ 4) ఎ, బి, సి	[1292, 1520, 1372, 1532]
text-line: వివరణ: ఇటీవల భారత పునరుత్పాదక ఇంధన అభివృద్ధి సంస్థ (IREDA)కు కేంద్ర ప్రభుత్వం 'నవరత్న హోదా' మంజూరు చేసింది.	[982, 696, 1221, 743]
text-line: 25. హైదరాబాద్ స్టేట్ భారత్‌లో విలీనమైన తర్వాత మొదటి ముఖ్యమంత్రి?	[1087, 1793, 1272, 1823]
text-line: 3) సల్మాన్ బాలో	[1087, 2063, 1160, 2076]
job-detail: ● చివరితేదీ: జూన్ 6	[1253, 1084, 1541, 1106]
text-line: ఎ) 1 బి) 2 సి) 1, 2 డి) ఏదీ కాదు	[26, 892, 178, 905]
answer-cell: 8–4,	[1231, 2122, 1254, 2135]
text-line: 3. చరిత్ర: వర్తింపే సిస్టమ్ (బ్యాంకింగ్/వ్యాపార సమయం ప్రకారం) ప్రారంభించబడింది.	[280, 674, 477, 704]
text-line: 1) భారత ప్రభుత్వం 2) బ్రిటిష్ క్రౌన్	[921, 2028, 1070, 2041]
text-line: 7. కింది స్టేట్‌మెంట్‌లలో ఏది సరైనది?	[735, 520, 897, 534]
text-line: వివరణ: మొట్టమొదటి భారతదేశ రూపే కార్డులు సేవను ప్రారంభించింది.	[26, 928, 258, 958]
text-line: ఇది గమ్యస్థానం ఆధారిత పన్ను, వినియోగ ఆధారిత పన్ను.	[735, 293, 956, 323]
text-line: 1) రాష్ట్రపతి కొత్త డిప్యూటీ స్పీకర్‌ను నియమిస్తారు	[921, 1761, 1076, 1791]
answers-heading: సమాధానాలు	[1087, 2087, 1144, 2099]
text-line: వరల్డ్ ట్రేడ్ ఆర్గనైజేషన్ స్థాపించే మొరాకో ఒప్పందంపై 1994లో 123 దేశాలు సంతకం చేశాయి. ఇది 1995, జనవరి 1న WTO అధికారికంగా ప్రారంభమైంది.	[26, 413, 256, 460]
answer-cell: 19–3,	[1183, 2170, 1213, 2183]
answer-cell: 18–3,	[1135, 2170, 1165, 2183]
answer-cell: 4–1,	[1231, 2106, 1254, 2119]
text-line: ఎ) 1 బి) 2 సి) 1, 2 డి) ఏదీ కాదు	[735, 592, 888, 605]
